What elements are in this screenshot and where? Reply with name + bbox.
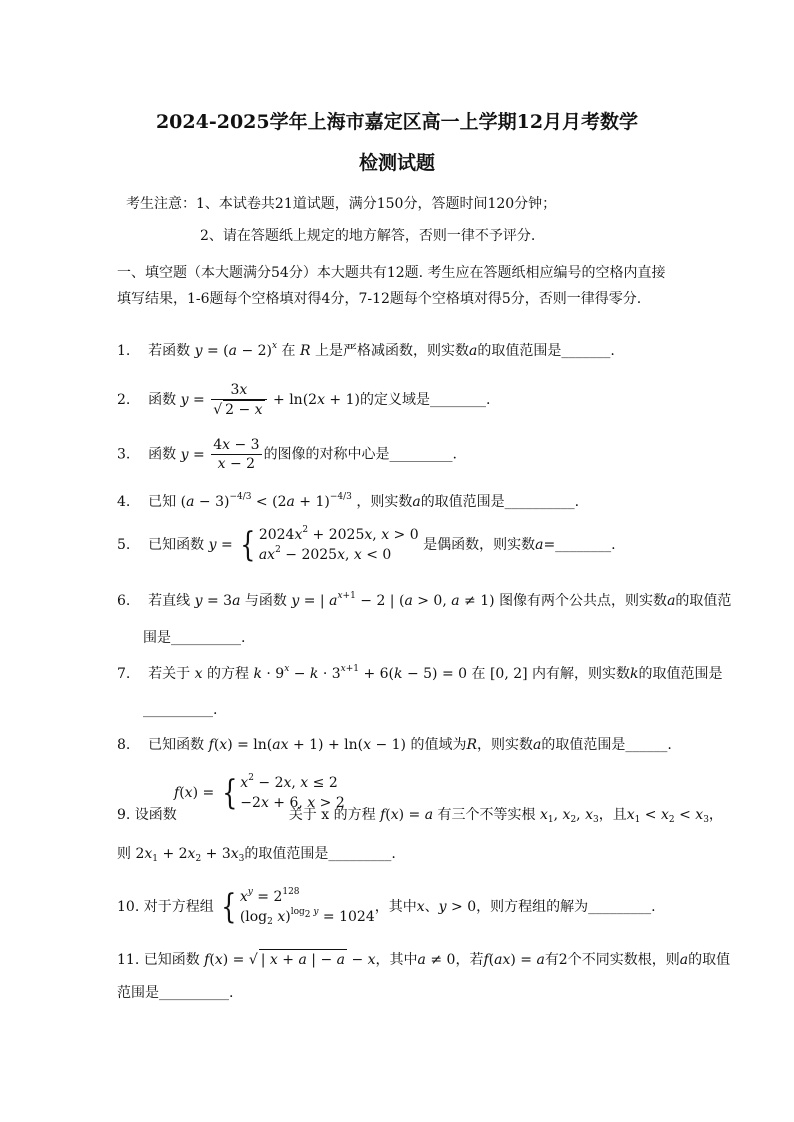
question-10: 10. 对于方程组 { $x^y = 2^{128}$ ($\log_2$ x)$^{log_2 y}$ = 1024 ，其中x、y > 0，则方程组的解为_________. bbox=[117, 887, 656, 927]
q5-formula: y = { $2024x^2 + 2025x$, x > 0 $ax^2 - 2025x$, x < 0 bbox=[208, 525, 419, 565]
notice-line-2: 2、请在答题纸上规定的地方解答，否则一律不予评分. bbox=[200, 228, 536, 244]
q10-system: { $x^y = 2^{128}$ ($\log_2$ x)$^{log_2 y}$ = 1024 bbox=[221, 887, 375, 927]
exam-subtitle: 检测试题 bbox=[358, 152, 435, 174]
question-11: 11. 已知函数 f(x) = √ | x + a | − a − x，其中a ≠ 0，若f(ax) = a有2个不同实数根，则a的取值 bbox=[117, 949, 730, 970]
q4-formula: $(a - 3)^{-4/3} < (2a + 1)^{-4/3}$ bbox=[180, 492, 352, 510]
q1-formula: $y = (a - 2)^x$ bbox=[194, 341, 278, 359]
q7-formula: $k \cdot 9^x - k \cdot 3^{x+1} + 6(k - 5) = 0$ bbox=[253, 664, 468, 682]
q9-piecewise: f(x) = { $x^2 - 2x$, x ≤ 2 −2x + 6, x > 2 bbox=[174, 773, 345, 813]
question-11-cont: 范围是__________. bbox=[117, 985, 234, 1001]
q2-formula: y = $\frac{3x}{√ 2 - x}$ + ln(2x + 1) bbox=[180, 382, 360, 418]
question-5: 5. 已知函数 y = { $2024x^2 + 2025x$, x > 0 $ax^2 - 2025x$, x < 0 是偶函数，则实数a=________. bbox=[117, 525, 616, 565]
q6-formula: y = | $a^{x+1} - 2$ | (a > 0, a ≠ 1) bbox=[291, 591, 495, 609]
q3-formula: y = $\frac{4x - 3}{x - 2}$ bbox=[180, 437, 260, 472]
notice-line-1: 考生注意：1、本试卷共21道试题，满分150分，答题时间120分钟； bbox=[126, 196, 557, 212]
question-6-cont: 围是__________. bbox=[143, 630, 246, 646]
question-8: 8. 已知函数 f(x) = ln(ax + 1) + ln(x − 1) 的值域为R，则实数a的取值范围是______. bbox=[117, 737, 672, 753]
question-1: 1. 若函数 $y = (a - 2)^x$ 在 R 上是严格减函数，则实数a的取值范围是_______. bbox=[117, 341, 615, 359]
question-7: 7. 若关于 x 的方程 $k \cdot 9^x - k \cdot 3^{x+1} + 6(k - 5) = 0$ 在 [0, 2] 内有解，则实数k的取值范围是 bbox=[117, 664, 723, 682]
question-3: 3. 函数 y = $\frac{4x - 3}{x - 2}$ 的图像的对称中心是_________. bbox=[117, 437, 458, 472]
section1-desc-2: 填写结果，1-6题每个空格填对得4分，7-12题每个空格填对得5分，否则一律得零分. bbox=[117, 291, 642, 307]
question-4: 4. 已知 $(a - 3)^{-4/3} < (2a + 1)^{-4/3}$ ，则实数a的取值范围是__________. bbox=[117, 492, 580, 510]
question-7-cont: __________. bbox=[143, 702, 218, 718]
exam-title: 2024-2025学年上海市嘉定区高一上学期12月月考数学 bbox=[155, 111, 639, 133]
question-2: 2. 函数 y = $\frac{3x}{√ 2 - x}$ + ln(2x + 1)的定义域是________. bbox=[117, 382, 491, 418]
q11-formula: f(x) = √ | x + a | − a − x bbox=[204, 952, 375, 968]
question-9: 9. 设函数 关于 x 的方程 f(x) = a 有三个不等实根 $x_1$, $x_2$, $x_3$，且$x_1 < x_2 < x_3$， bbox=[117, 807, 723, 825]
section1-desc-1: 一、填空题（本大题满分54分）本大题共有12题. 考生应在答题纸相应编号的空格内直接 bbox=[117, 265, 666, 281]
question-9-cont: 则 $2x_1 + 2x_2 + 3x_3$的取值范围是_________. bbox=[117, 846, 396, 864]
q8-formula: f(x) = ln(ax + 1) + ln(x − 1) bbox=[208, 737, 406, 753]
question-6: 6. 若直线 y = 3a 与函数 y = | $a^{x+1} - 2$ | (a > 0, a ≠ 1) 图像有两个公共点，则实数a的取值范 bbox=[117, 591, 732, 609]
